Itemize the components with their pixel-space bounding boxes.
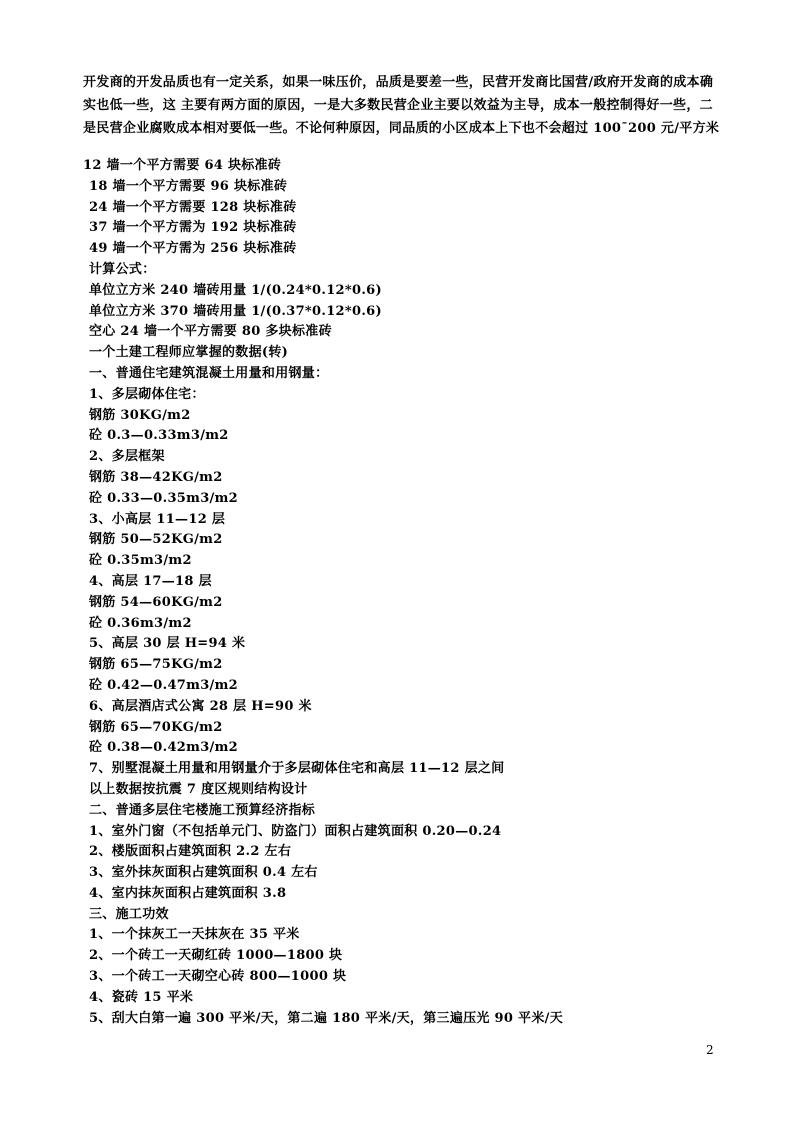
text-line: 2、多层框架 <box>89 449 165 465</box>
text-line: 7、别墅混凝土用量和用钢量介于多层砌体住宅和高层 11—12 层之间 <box>89 761 505 777</box>
text-line: 37 墙一个平方需为 192 块标准砖 <box>89 220 297 236</box>
text-line: 1、一个抹灰工一天抹灰在 35 平米 <box>89 927 300 943</box>
intro-paragraph: 开发商的开发品质也有一定关系，如果一味压价，品质是要差一些，民营开发商比国营/政府开发商的成本确实也低一些，这 主要有两方面的原因，一是大多数民营企业主要以效益为主导，成本一般控制得好一些，二是民营企业腐败成本相对要低一些。不论何种原因，同品质的小区成本上下也不会超过 100¯200 元/平方米 <box>83 75 720 136</box>
text-line: 3、一个砖工一天砌空心砖 800—1000 块 <box>89 969 347 985</box>
page-number: 2 <box>706 1043 714 1057</box>
text-line: 6、高层酒店式公寓 28 层 H=90 米 <box>89 698 312 714</box>
text-line: 砼 0.42—0.47m3/m2 <box>89 677 238 693</box>
content-lines <box>0 156 794 1029</box>
text-line: 18 墙一个平方需要 96 块标准砖 <box>89 178 288 194</box>
text-line: 计算公式： <box>89 261 156 277</box>
text-line: 砼 0.33—0.35m3/m2 <box>89 490 238 506</box>
text-line: 钢筋 65—75KG/m2 <box>89 657 223 673</box>
text-line: 5、高层 30 层 H=94 米 <box>89 636 246 652</box>
text-line: 钢筋 65—70KG/m2 <box>89 719 223 735</box>
text-line: 4、瓷砖 15 平米 <box>89 989 194 1005</box>
text-line: 12 墙一个平方需要 64 块标准砖 <box>83 158 282 173</box>
text-line: 49 墙一个平方需为 256 块标准砖 <box>89 241 297 257</box>
text-line: 单位立方米 370 墙砖用量 1/(0.37*0.12*0.6) <box>89 303 382 319</box>
text-line: 5、刮大白第一遍 300 平米/天，第二遍 180 平米/天，第三遍压光 90 平米/天 <box>89 1010 564 1026</box>
text-line: 砼 0.36m3/m2 <box>89 615 192 631</box>
section-heading: 二、普通多层住宅楼施工预算经济指标 <box>89 802 316 818</box>
section-heading: 一个土建工程师应掌握的数据(转) <box>89 345 289 361</box>
text-line: 2、一个砖工一天砌红砖 1000—1800 块 <box>89 948 343 964</box>
text-line: 钢筋 30KG/m2 <box>89 407 191 423</box>
text-line: 4、高层 17—18 层 <box>89 573 212 589</box>
text-line: 砼 0.38—0.42m3/m2 <box>89 740 238 756</box>
text-line: 3、室外抹灰面积占建筑面积 0.4 左右 <box>89 865 318 881</box>
text-line: 空心 24 墙一个平方需要 80 多块标准砖 <box>89 324 332 340</box>
text-line: 1、室外门窗（不包括单元门、防盗门）面积占建筑面积 0.20—0.24 <box>89 823 502 839</box>
text-line: 钢筋 54—60KG/m2 <box>89 594 223 610</box>
section-heading: 三、施工功效 <box>89 906 169 922</box>
text-line: 24 墙一个平方需要 128 块标准砖 <box>89 199 297 215</box>
text-line: 钢筋 38—42KG/m2 <box>89 469 223 485</box>
text-line: 单位立方米 240 墙砖用量 1/(0.24*0.12*0.6) <box>89 282 382 298</box>
text-line: 1、多层砌体住宅： <box>89 386 205 402</box>
text-line: 钢筋 50—52KG/m2 <box>89 532 223 548</box>
text-line: 以上数据按抗震 7 度区规则结构设计 <box>89 781 308 797</box>
text-line: 3、小高层 11—12 层 <box>89 511 226 527</box>
text-line: 4、室内抹灰面积占建筑面积 3.8 <box>89 885 287 901</box>
text-line: 2、楼版面积占建筑面积 2.2 左右 <box>89 844 292 860</box>
text-line: 砼 0.35m3/m2 <box>89 553 192 569</box>
text-line: 砼 0.3—0.33m3/m2 <box>89 428 229 444</box>
section-heading: 一、普通住宅建筑混凝土用量和用钢量： <box>89 365 329 381</box>
